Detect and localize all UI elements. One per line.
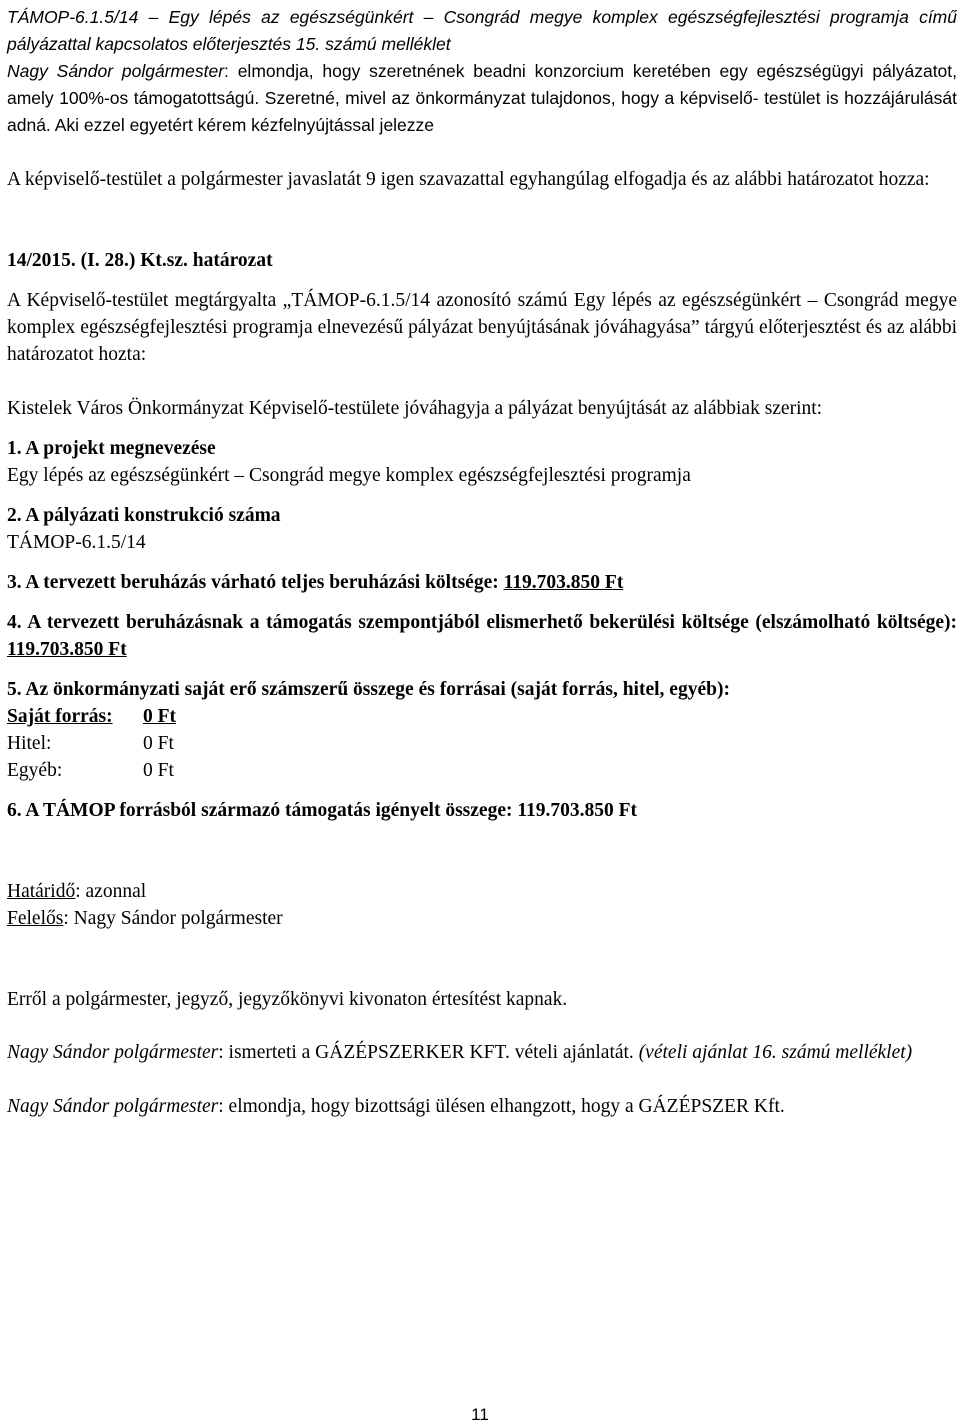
spacer: [7, 1026, 957, 1039]
spacer: [7, 932, 957, 959]
attachment-title: TÁMOP-6.1.5/14 – Egy lépés az egészségünkért – Csongrád megye komplex egészségfejlesztési programja című pályázattal kapcsolatos előterjesztés 15. számú melléklet: [7, 7, 957, 54]
other-row: [7, 757, 957, 784]
resolution-number: 14/2015. (I. 28.) Kt.sz. határozat: [7, 250, 273, 271]
intro-speaker: Nagy Sándor polgármester: [7, 61, 225, 81]
notice-line: Erről a polgármester, jegyző, jegyzőkönyvi kivonaton értesítést kapnak.: [7, 989, 568, 1010]
spacer: [7, 596, 957, 609]
security-paragraph: [7, 1093, 957, 1120]
other-value: 0 Ft: [143, 760, 174, 781]
credit-row: [7, 730, 957, 757]
credit-value: 0 Ft: [143, 733, 174, 754]
responsible-value: : Nagy Sándor polgármester: [63, 908, 283, 929]
own-funds-label: Saját forrás:: [7, 706, 113, 727]
spacer: [7, 556, 957, 569]
spacer: [7, 489, 957, 502]
item2-heading: 2. A pályázati konstrukció száma: [7, 505, 281, 526]
offer-reference: (vételi ajánlat 16. számú melléklet): [633, 1042, 913, 1063]
spacer: [7, 1013, 957, 1026]
security-speaker: Nagy Sándor polgármester: [7, 1096, 219, 1117]
deadline-value: : azonnal: [75, 881, 147, 902]
offer-text: : ismerteti a GÁZÉPSZERKER KFT. vételi ajánlatát.: [218, 1042, 634, 1063]
spacer: [7, 824, 957, 851]
item4-paragraph: [7, 609, 957, 663]
item4-heading: 4. A tervezett beruházásnak a támogatás szempontjából elismerhető bekerülési költsége (elszámolható költsége):: [7, 612, 957, 633]
item3-heading: 3. A tervezett beruházás várható teljes beruházási költsége:: [7, 572, 504, 593]
item1-heading: 1. A projekt megnevezése: [7, 438, 216, 459]
item6-heading: 6. A TÁMOP forrásból származó támogatás igényelt összege: 119.703.850 Ft: [7, 800, 638, 821]
spacer: [7, 663, 957, 676]
resolution-intro: A Képviselő-testület megtárgyalta „TÁMOP-6.1.5/14 azonosító számú Egy lépés az egészségünkért – Csongrád megye komplex egészségfejlesztési programja elnevezésű pályázat benyújtásának jóváhagyása” tárgyú előterjesztést és az alábbi határozatot hozta:: [7, 290, 957, 365]
spacer: [7, 1066, 957, 1093]
offer-paragraph: [7, 1039, 957, 1066]
item4-value: 119.703.850 Ft: [7, 639, 127, 660]
item1-value: Egy lépés az egészségünkért – Csongrád megye komplex egészségfejlesztési programja: [7, 465, 691, 486]
item5-heading: 5. Az önkormányzati saját erő számszerű összege és forrásai (saját forrás, hitel, egyéb):: [7, 679, 730, 700]
spacer: [7, 220, 957, 247]
security-text: : elmondja, hogy bizottsági ülésen elhangzott, hogy a GÁZÉPSZER Kft.: [218, 1096, 785, 1117]
vote-paragraph: A képviselő-testület a polgármester javaslatát 9 igen szavazattal egyhangúlag elfogadja és az alábbi határozatot hozza:: [7, 169, 930, 190]
resolution-approval: Kistelek Város Önkormányzat Képviselő-testülete jóváhagyja a pályázat benyújtását az alábbiak szerint:: [7, 398, 823, 419]
spacer: [7, 368, 957, 395]
intro-text-2: Szeretné, mivel az önkormányzat tulajdonos, hogy a képviselő- testület is hozzájárulását adná. Aki ezzel egyetért kérem kézfelnyújtással jelezze: [7, 88, 957, 135]
item3-paragraph: [7, 569, 957, 596]
responsible-label: Felelős: [7, 908, 64, 929]
page-number: 11: [471, 1405, 489, 1424]
spacer: [7, 193, 957, 220]
spacer: [7, 274, 957, 287]
credit-label: Hitel:: [7, 733, 52, 754]
deadline-label: Határidő: [7, 881, 76, 902]
spacer: [7, 784, 957, 797]
own-funds-row: [7, 703, 957, 730]
other-label: Egyéb:: [7, 760, 63, 781]
document-page: [7, 4, 957, 1120]
item3-value: 119.703.850 Ft: [503, 572, 624, 593]
spacer: [7, 851, 957, 878]
item2-value: TÁMOP-6.1.5/14: [7, 532, 146, 553]
deadline-line: [7, 878, 957, 905]
spacer: [7, 139, 957, 166]
offer-speaker: Nagy Sándor polgármester: [7, 1042, 219, 1063]
spacer: [7, 959, 957, 986]
spacer: [7, 422, 957, 435]
intro-text-1: : elmondja, hogy szeretnének beadni konzorcium keretében egy egészségügyi pályázatot, amely 100%-os támogatottságú.: [7, 61, 958, 108]
responsible-line: [7, 905, 957, 932]
intro-paragraph: [7, 58, 957, 139]
own-funds-value: 0 Ft: [143, 706, 177, 727]
